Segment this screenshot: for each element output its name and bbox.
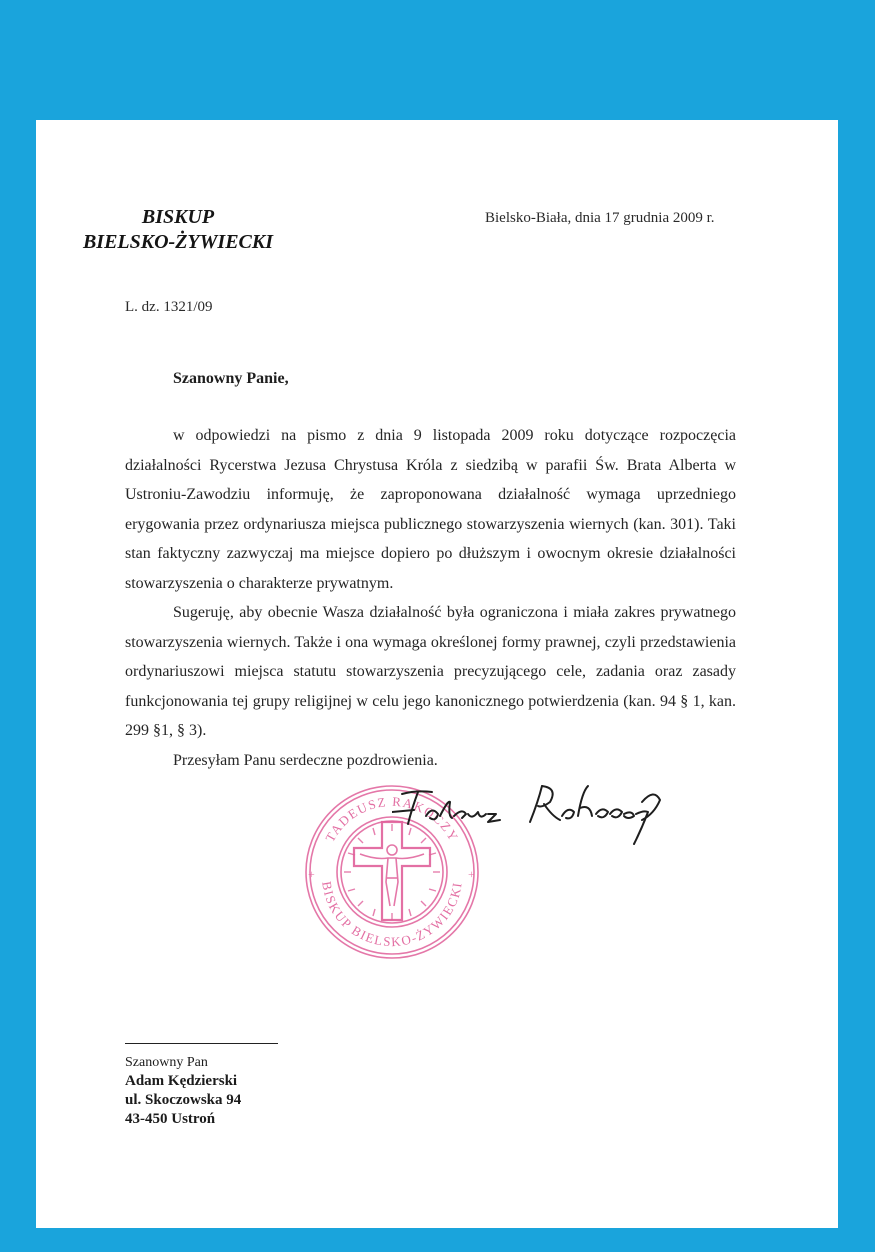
address-salutation: Szanowny Pan <box>125 1055 208 1070</box>
seal-text-bottom: BISKUP BIELSKO-ŻYWIECKI <box>319 880 465 950</box>
letterhead-diocese: BIELSKO-ŻYWIECKI <box>82 231 274 253</box>
address-separator <box>125 1043 278 1044</box>
seal-text-top: TADEUSZ RAKOCZY <box>322 793 462 845</box>
letterhead-title: BISKUP <box>141 206 215 228</box>
reference-number: L. dz. 1321/09 <box>125 299 213 315</box>
svg-text:+: + <box>308 867 315 881</box>
letter-body <box>125 421 736 775</box>
letterhead <box>66 205 290 255</box>
place-date: Bielsko-Biała, dnia 17 grudnia 2009 r. <box>485 210 715 226</box>
address-street: ul. Skoczowska 94 <box>125 1092 242 1108</box>
signature <box>392 772 692 852</box>
address-city: 43-450 Ustroń <box>125 1111 216 1127</box>
address-name: Adam Kędzierski <box>125 1073 238 1089</box>
body-paragraph: Przesyłam Panu serdeczne pozdrowienia. <box>173 751 438 769</box>
letter-page <box>36 120 838 1228</box>
svg-text:+: + <box>468 867 475 881</box>
body-paragraph: w odpowiedzi na pismo z dnia 9 listopada 2009 roku dotyczące rozpoczęcia działalności Rycerstwa Jezusa Chrystusa Króla z siedzibą w parafii Św. Brata Alberta w Ustroniu-Zawodziu informuję, że zaproponowana działalność wymaga uprzedniego erygowania przez ordynariusza miejsca publicznego stowarzyszenia wiernych (kan. 301). Taki stan faktyczny zazwyczaj ma miejsce dopiero po dłuższym i owocnym okresie działalności stowarzyszenia o charakterze prywatnym. <box>125 427 736 592</box>
body-paragraph: Sugeruję, aby obecnie Wasza działalność była ograniczona i miała zakres prywatnego stowarzyszenia wiernych. Także i ona wymaga określonej formy prawnej, czyli przedstawienia ordynariuszowi miejsca statutu stowarzyszenia precyzującego cele, zadania oraz zasady funkcjonowania tej grupy religijnej w celu jego kanonicznego potwierdzenia (kan. 94 § 1, kan. 299 §1, § 3). <box>125 604 736 739</box>
recipient-address <box>125 1053 241 1129</box>
salutation: Szanowny Panie, <box>173 370 289 387</box>
